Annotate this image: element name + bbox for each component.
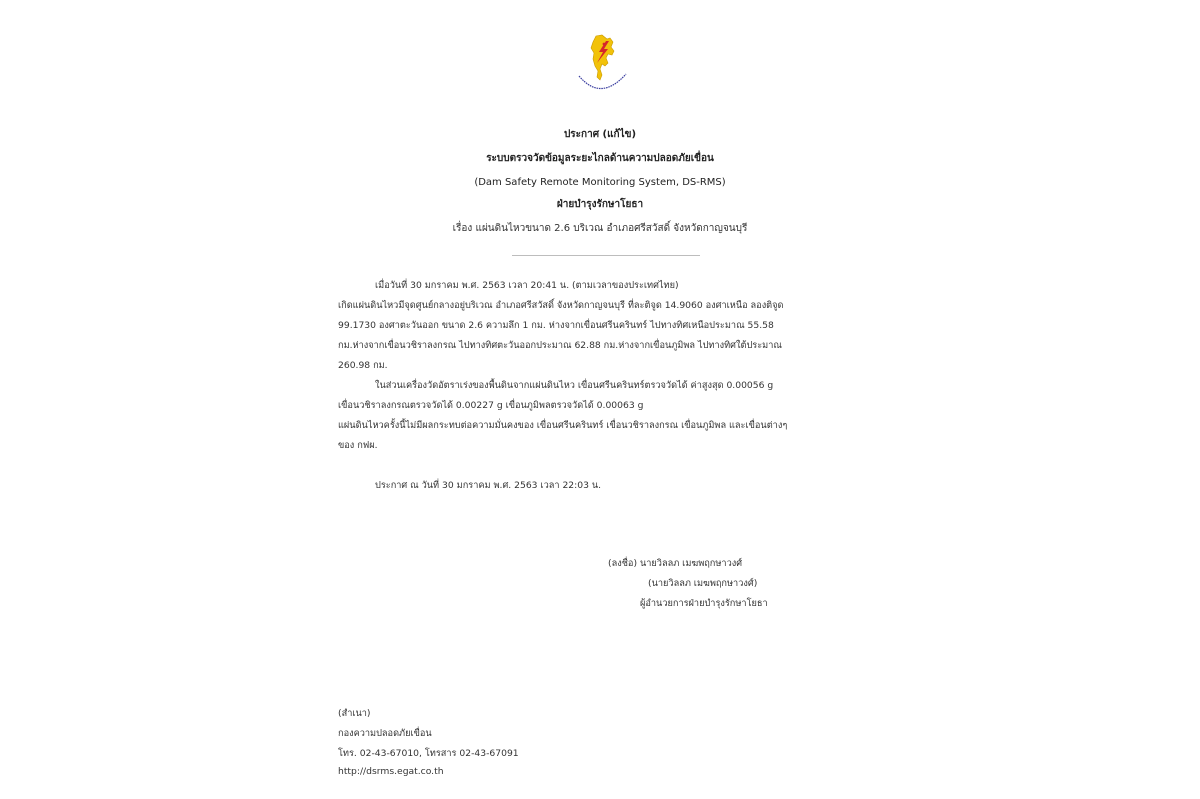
system-name-english: (Dam Safety Remote Monitoring System, DS-RMS) xyxy=(474,177,726,188)
body-paragraph-2-line-4: ของ กฟผ. xyxy=(338,440,378,451)
signature-title: ผู้อำนวยการฝ่ายบำรุงรักษาโยธา xyxy=(640,598,768,609)
footer-office: กองความปลอดภัยเขื่อน xyxy=(338,728,432,739)
body-paragraph-2-line-3: แผ่นดินไหวครั้งนี้ไม่มีผลกระทบต่อความมั่นคงของ เขื่อนศรีนครินทร์ เขื่อนวชิราลงกรณ เขื่อนภูมิพล และเขื่อนต่างๆ xyxy=(338,420,788,431)
body-paragraph-2-line-2: เขื่อนวชิราลงกรณตรวจวัดได้ 0.00227 g เขื่อนภูมิพลตรวจวัดได้ 0.00063 g xyxy=(338,400,644,411)
subject-line: เรื่อง แผ่นดินไหวขนาด 2.6 บริเวณ อำเภอศรีสวัสดิ์ จังหวัดกาญจนบุรี xyxy=(452,223,748,234)
announcement-title: ประกาศ (แก้ไข) xyxy=(563,129,637,140)
footer-url-link[interactable]: http://dsrms.egat.co.th xyxy=(338,766,444,777)
announcement-datetime: ประกาศ ณ วันที่ 30 มกราคม พ.ศ. 2563 เวลา 22:03 น. xyxy=(375,480,602,491)
footer-cc-label: (สำเนา) xyxy=(338,708,371,719)
footer-contact: โทร. 02-43-67010, โทรสาร 02-43-67091 xyxy=(338,748,519,759)
department-name: ฝ่ายบำรุงรักษาโยธา xyxy=(556,199,644,210)
body-paragraph-1-line-2: เกิดแผ่นดินไหวมีจุดศูนย์กลางอยู่บริเวณ อำเภอศรีสวัสดิ์ จังหวัดกาญจนบุรี ที่ละติจูด 14.9060 องศาเหนือ ลองติจูด xyxy=(338,300,784,311)
system-name-thai: ระบบตรวจวัดข้อมูลระยะไกลด้านความปลอดภัยเขื่อน xyxy=(486,153,714,164)
logo-graphic xyxy=(566,30,636,100)
signature-name: (นายวิลลภ เมฆพฤกษาวงศ์) xyxy=(648,578,758,589)
thailand-map-emblem-icon xyxy=(566,30,636,100)
header-divider xyxy=(512,255,700,256)
body-paragraph-1-line-1: เมื่อวันที่ 30 มกราคม พ.ศ. 2563 เวลา 20:41 น. (ตามเวลาของประเทศไทย) xyxy=(375,280,679,291)
body-paragraph-1-line-3: 99.1730 องศาตะวันออก ขนาด 2.6 ความลึก 1 กม. ห่างจากเขื่อนศรีนครินทร์ ไปทางทิศเหนือประมาณ 55.58 xyxy=(338,320,774,331)
body-paragraph-1-line-5: 260.98 กม. xyxy=(338,360,388,371)
signature-signed-line: (ลงชื่อ) นายวิลลภ เมฆพฤกษาวงศ์ xyxy=(608,558,743,569)
body-paragraph-2-line-1: ในส่วนเครื่องวัดอัตราเร่งของพื้นดินจากแผ่นดินไหว เขื่อนศรีนครินทร์ตรวจวัดได้ ค่าสูงสุด 0.00056 g xyxy=(375,380,774,391)
body-paragraph-1-line-4: กม.ห่างจากเขื่อนวชิราลงกรณ ไปทางทิศตะวันออกประมาณ 62.88 กม.ห่างจากเขื่อนภูมิพล ไปทางทิศใต้ประมาณ xyxy=(338,340,782,351)
